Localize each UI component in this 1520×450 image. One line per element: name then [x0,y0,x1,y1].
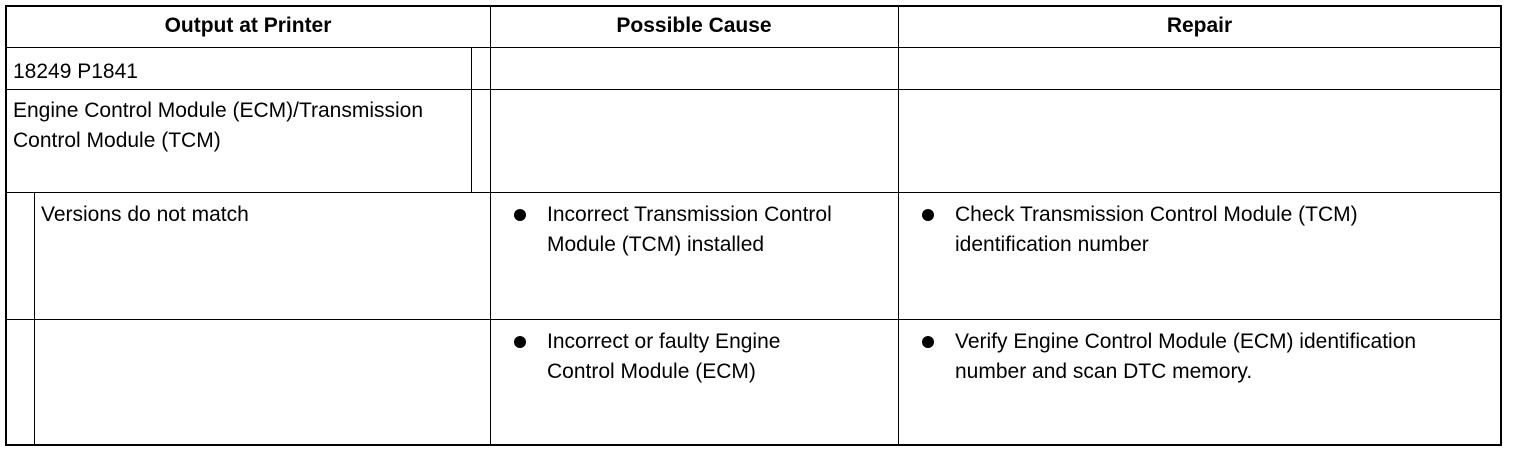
output-inner-divider [471,48,472,192]
symptom-text: Versions do not match [41,203,249,226]
header-repair: Repair [1166,14,1233,37]
header-output-at-printer: Output at Printer [164,14,332,37]
header-divider [6,47,1501,48]
dtc-code: 18249 P1841 [13,60,138,83]
dtc-description: Engine Control Module (ECM)/Transmission Control Module (TCM) [13,99,424,152]
bullet-icon [514,209,526,221]
cause-item [514,327,889,387]
row-divider-1 [6,89,1501,90]
row-divider-3 [6,319,1501,320]
cause-item [514,200,889,260]
repair-text: Check Transmission Control Module (TCM) identification number [955,203,1358,256]
row-divider-2 [6,192,1501,193]
repair-text: Verify Engine Control Module (ECM) identification number and scan DTC memory. [955,330,1417,383]
repair-item [922,327,1492,387]
col-divider-repair [898,6,899,446]
col-divider-cause [490,6,491,446]
cause-text: Incorrect Transmission Control Module (TCM) installed [547,203,832,256]
bullet-icon [922,336,934,348]
repair-item [922,200,1482,260]
bullet-icon [922,209,934,221]
bullet-icon [514,336,526,348]
cause-text: Incorrect or faulty Engine Control Module (ECM) [547,330,781,383]
header-possible-cause: Possible Cause [616,14,772,37]
